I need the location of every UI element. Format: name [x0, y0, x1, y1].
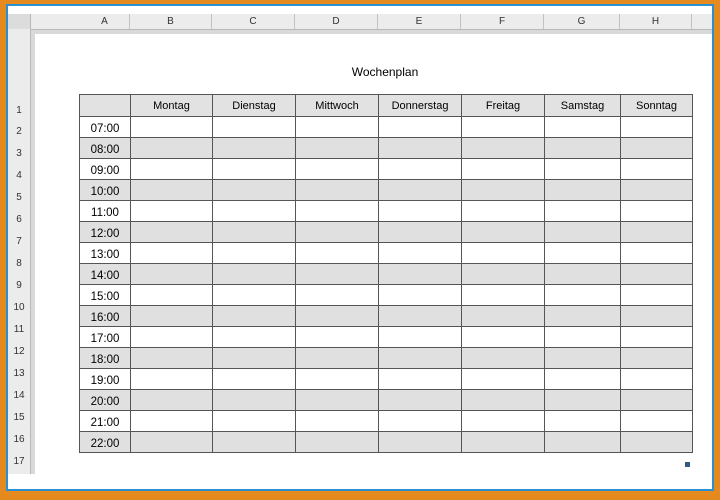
row-header-16[interactable]: 16: [13, 434, 25, 445]
schedule-cell[interactable]: [379, 264, 462, 285]
schedule-cell[interactable]: [131, 264, 213, 285]
row-header-10[interactable]: 10: [13, 302, 25, 313]
schedule-cell[interactable]: [621, 285, 693, 306]
row-header-strip: [8, 29, 31, 474]
schedule-cell[interactable]: [296, 306, 379, 327]
time-cell[interactable]: 09:00: [80, 159, 131, 180]
table-row: [80, 159, 693, 180]
table-row: [80, 390, 693, 411]
schedule-cell[interactable]: [213, 138, 296, 159]
schedule-cell[interactable]: [131, 138, 213, 159]
schedule-cell[interactable]: [296, 222, 379, 243]
schedule-cell[interactable]: [621, 243, 693, 264]
schedule-cell[interactable]: [213, 432, 296, 453]
sheet-title: Wochenplan: [351, 65, 419, 79]
schedule-cell[interactable]: [296, 327, 379, 348]
schedule-cell[interactable]: [545, 117, 621, 138]
schedule-cell[interactable]: [462, 117, 545, 138]
schedule-cell[interactable]: [213, 117, 296, 138]
schedule-cell[interactable]: [296, 243, 379, 264]
column-header-e[interactable]: E: [378, 14, 461, 29]
time-cell[interactable]: 07:00: [80, 117, 131, 138]
schedule-cell[interactable]: [379, 390, 462, 411]
day-header-mittwoch[interactable]: Mittwoch: [296, 95, 379, 117]
schedule-cell[interactable]: [131, 390, 213, 411]
schedule-cell[interactable]: [131, 411, 213, 432]
schedule-cell[interactable]: [379, 159, 462, 180]
table-row: [80, 180, 693, 201]
time-cell[interactable]: 18:00: [80, 348, 131, 369]
column-header-a[interactable]: A: [80, 14, 130, 29]
plan-body: [80, 117, 693, 453]
row-header-2[interactable]: 2: [16, 126, 22, 137]
time-cell[interactable]: 17:00: [80, 327, 131, 348]
schedule-cell[interactable]: [213, 306, 296, 327]
resize-handle[interactable]: [685, 462, 690, 467]
schedule-cell[interactable]: [213, 348, 296, 369]
schedule-cell[interactable]: [296, 117, 379, 138]
row-header-11[interactable]: 11: [13, 324, 25, 335]
schedule-cell[interactable]: [462, 411, 545, 432]
schedule-cell[interactable]: [462, 285, 545, 306]
schedule-cell[interactable]: [545, 201, 621, 222]
schedule-cell[interactable]: [213, 243, 296, 264]
row-header-7[interactable]: 7: [16, 236, 22, 247]
schedule-cell[interactable]: [296, 432, 379, 453]
schedule-cell[interactable]: [213, 327, 296, 348]
schedule-cell[interactable]: [213, 180, 296, 201]
schedule-cell[interactable]: [545, 390, 621, 411]
schedule-cell[interactable]: [131, 306, 213, 327]
schedule-cell[interactable]: [131, 432, 213, 453]
schedule-cell[interactable]: [379, 201, 462, 222]
row-header-14[interactable]: 14: [13, 390, 25, 401]
row-header-12[interactable]: 12: [13, 346, 25, 357]
schedule-cell[interactable]: [213, 285, 296, 306]
row-header-5[interactable]: 5: [16, 192, 22, 203]
time-cell[interactable]: 19:00: [80, 369, 131, 390]
day-header-freitag[interactable]: Freitag: [462, 95, 545, 117]
corner-cell[interactable]: [80, 95, 131, 117]
table-row: [80, 201, 693, 222]
schedule-cell[interactable]: [545, 285, 621, 306]
schedule-cell[interactable]: [621, 369, 693, 390]
schedule-cell[interactable]: [213, 390, 296, 411]
time-cell[interactable]: 10:00: [80, 180, 131, 201]
time-cell[interactable]: 15:00: [80, 285, 131, 306]
row-header-9[interactable]: 9: [16, 280, 22, 291]
schedule-cell[interactable]: [296, 348, 379, 369]
schedule-cell[interactable]: [296, 390, 379, 411]
column-header-g[interactable]: G: [544, 14, 620, 29]
table-row: [80, 348, 693, 369]
schedule-cell[interactable]: [545, 222, 621, 243]
table-row: [80, 264, 693, 285]
table-row: [80, 327, 693, 348]
weekly-plan-table: [79, 94, 693, 453]
schedule-cell[interactable]: [545, 243, 621, 264]
table-row: [80, 243, 693, 264]
schedule-cell[interactable]: [462, 180, 545, 201]
schedule-cell[interactable]: [131, 348, 213, 369]
schedule-cell[interactable]: [621, 390, 693, 411]
schedule-cell[interactable]: [379, 243, 462, 264]
schedule-cell[interactable]: [462, 243, 545, 264]
schedule-cell[interactable]: [545, 180, 621, 201]
time-cell[interactable]: 13:00: [80, 243, 131, 264]
schedule-cell[interactable]: [296, 159, 379, 180]
schedule-cell[interactable]: [621, 327, 693, 348]
time-cell[interactable]: 22:00: [80, 432, 131, 453]
schedule-cell[interactable]: [131, 117, 213, 138]
row-header-1[interactable]: 1: [16, 105, 22, 116]
day-header-donnerstag[interactable]: Donnerstag: [379, 95, 462, 117]
row-header-17[interactable]: 17: [13, 456, 25, 467]
table-row: [80, 222, 693, 243]
table-row: [80, 306, 693, 327]
schedule-cell[interactable]: [213, 222, 296, 243]
schedule-cell[interactable]: [131, 159, 213, 180]
header-row: [80, 95, 693, 117]
schedule-cell[interactable]: [131, 327, 213, 348]
schedule-cell[interactable]: [545, 432, 621, 453]
row-header-8[interactable]: 8: [16, 258, 22, 269]
time-cell[interactable]: 11:00: [80, 201, 131, 222]
column-header-h[interactable]: H: [620, 14, 692, 29]
schedule-cell[interactable]: [621, 264, 693, 285]
column-header-d[interactable]: D: [295, 14, 378, 29]
schedule-cell[interactable]: [379, 222, 462, 243]
schedule-cell[interactable]: [462, 306, 545, 327]
schedule-cell[interactable]: [379, 138, 462, 159]
time-cell[interactable]: 20:00: [80, 390, 131, 411]
schedule-cell[interactable]: [296, 264, 379, 285]
table-row: [80, 411, 693, 432]
schedule-cell[interactable]: [462, 348, 545, 369]
schedule-cell[interactable]: [296, 138, 379, 159]
schedule-cell[interactable]: [379, 369, 462, 390]
table-row: [80, 117, 693, 138]
row-header-6[interactable]: 6: [16, 214, 22, 225]
schedule-cell[interactable]: [213, 411, 296, 432]
schedule-cell[interactable]: [379, 327, 462, 348]
schedule-cell[interactable]: [621, 117, 693, 138]
schedule-cell[interactable]: [213, 201, 296, 222]
schedule-cell[interactable]: [379, 117, 462, 138]
schedule-cell[interactable]: [379, 411, 462, 432]
schedule-cell[interactable]: [621, 180, 693, 201]
schedule-cell[interactable]: [545, 369, 621, 390]
schedule-cell[interactable]: [462, 264, 545, 285]
day-header-dienstag[interactable]: Dienstag: [213, 95, 296, 117]
table-row: [80, 138, 693, 159]
schedule-cell[interactable]: [621, 348, 693, 369]
schedule-cell[interactable]: [462, 159, 545, 180]
row-header-15[interactable]: 15: [13, 412, 25, 423]
day-header-samstag[interactable]: Samstag: [545, 95, 621, 117]
time-cell[interactable]: 08:00: [80, 138, 131, 159]
schedule-cell[interactable]: [621, 201, 693, 222]
time-cell[interactable]: 16:00: [80, 306, 131, 327]
schedule-cell[interactable]: [545, 159, 621, 180]
day-header-montag[interactable]: Montag: [131, 95, 213, 117]
schedule-cell[interactable]: [379, 348, 462, 369]
schedule-cell[interactable]: [545, 264, 621, 285]
schedule-cell[interactable]: [379, 306, 462, 327]
schedule-cell[interactable]: [545, 411, 621, 432]
table-row: [80, 432, 693, 453]
column-header-f[interactable]: F: [461, 14, 544, 29]
schedule-cell[interactable]: [621, 306, 693, 327]
time-cell[interactable]: 21:00: [80, 411, 131, 432]
schedule-cell[interactable]: [462, 201, 545, 222]
schedule-cell[interactable]: [462, 327, 545, 348]
schedule-cell[interactable]: [131, 201, 213, 222]
column-header-b[interactable]: B: [130, 14, 212, 29]
schedule-cell[interactable]: [296, 201, 379, 222]
schedule-cell[interactable]: [131, 180, 213, 201]
schedule-cell[interactable]: [213, 369, 296, 390]
schedule-cell[interactable]: [462, 390, 545, 411]
schedule-cell[interactable]: [621, 138, 693, 159]
schedule-cell[interactable]: [131, 369, 213, 390]
time-cell[interactable]: 14:00: [80, 264, 131, 285]
schedule-cell[interactable]: [462, 369, 545, 390]
schedule-cell[interactable]: [131, 243, 213, 264]
schedule-cell[interactable]: [621, 432, 693, 453]
schedule-cell[interactable]: [379, 285, 462, 306]
schedule-cell[interactable]: [296, 411, 379, 432]
schedule-cell[interactable]: [379, 432, 462, 453]
select-all-corner[interactable]: [8, 14, 31, 30]
schedule-cell[interactable]: [131, 285, 213, 306]
schedule-cell[interactable]: [213, 264, 296, 285]
schedule-cell[interactable]: [545, 138, 621, 159]
schedule-cell[interactable]: [545, 327, 621, 348]
schedule-cell[interactable]: [379, 180, 462, 201]
schedule-cell[interactable]: [545, 306, 621, 327]
schedule-cell[interactable]: [621, 222, 693, 243]
schedule-cell[interactable]: [296, 369, 379, 390]
schedule-cell[interactable]: [462, 138, 545, 159]
row-header-3[interactable]: 3: [16, 148, 22, 159]
row-header-13[interactable]: 13: [13, 368, 25, 379]
schedule-cell[interactable]: [296, 180, 379, 201]
schedule-cell[interactable]: [213, 159, 296, 180]
schedule-cell[interactable]: [621, 159, 693, 180]
schedule-cell[interactable]: [462, 432, 545, 453]
time-cell[interactable]: 12:00: [80, 222, 131, 243]
table-row: [80, 369, 693, 390]
row-header-4[interactable]: 4: [16, 170, 22, 181]
schedule-cell[interactable]: [131, 222, 213, 243]
day-header-sonntag[interactable]: Sonntag: [621, 95, 693, 117]
column-header-c[interactable]: C: [212, 14, 295, 29]
schedule-cell[interactable]: [462, 222, 545, 243]
schedule-cell[interactable]: [296, 285, 379, 306]
schedule-cell[interactable]: [545, 348, 621, 369]
schedule-cell[interactable]: [621, 411, 693, 432]
table-row: [80, 285, 693, 306]
